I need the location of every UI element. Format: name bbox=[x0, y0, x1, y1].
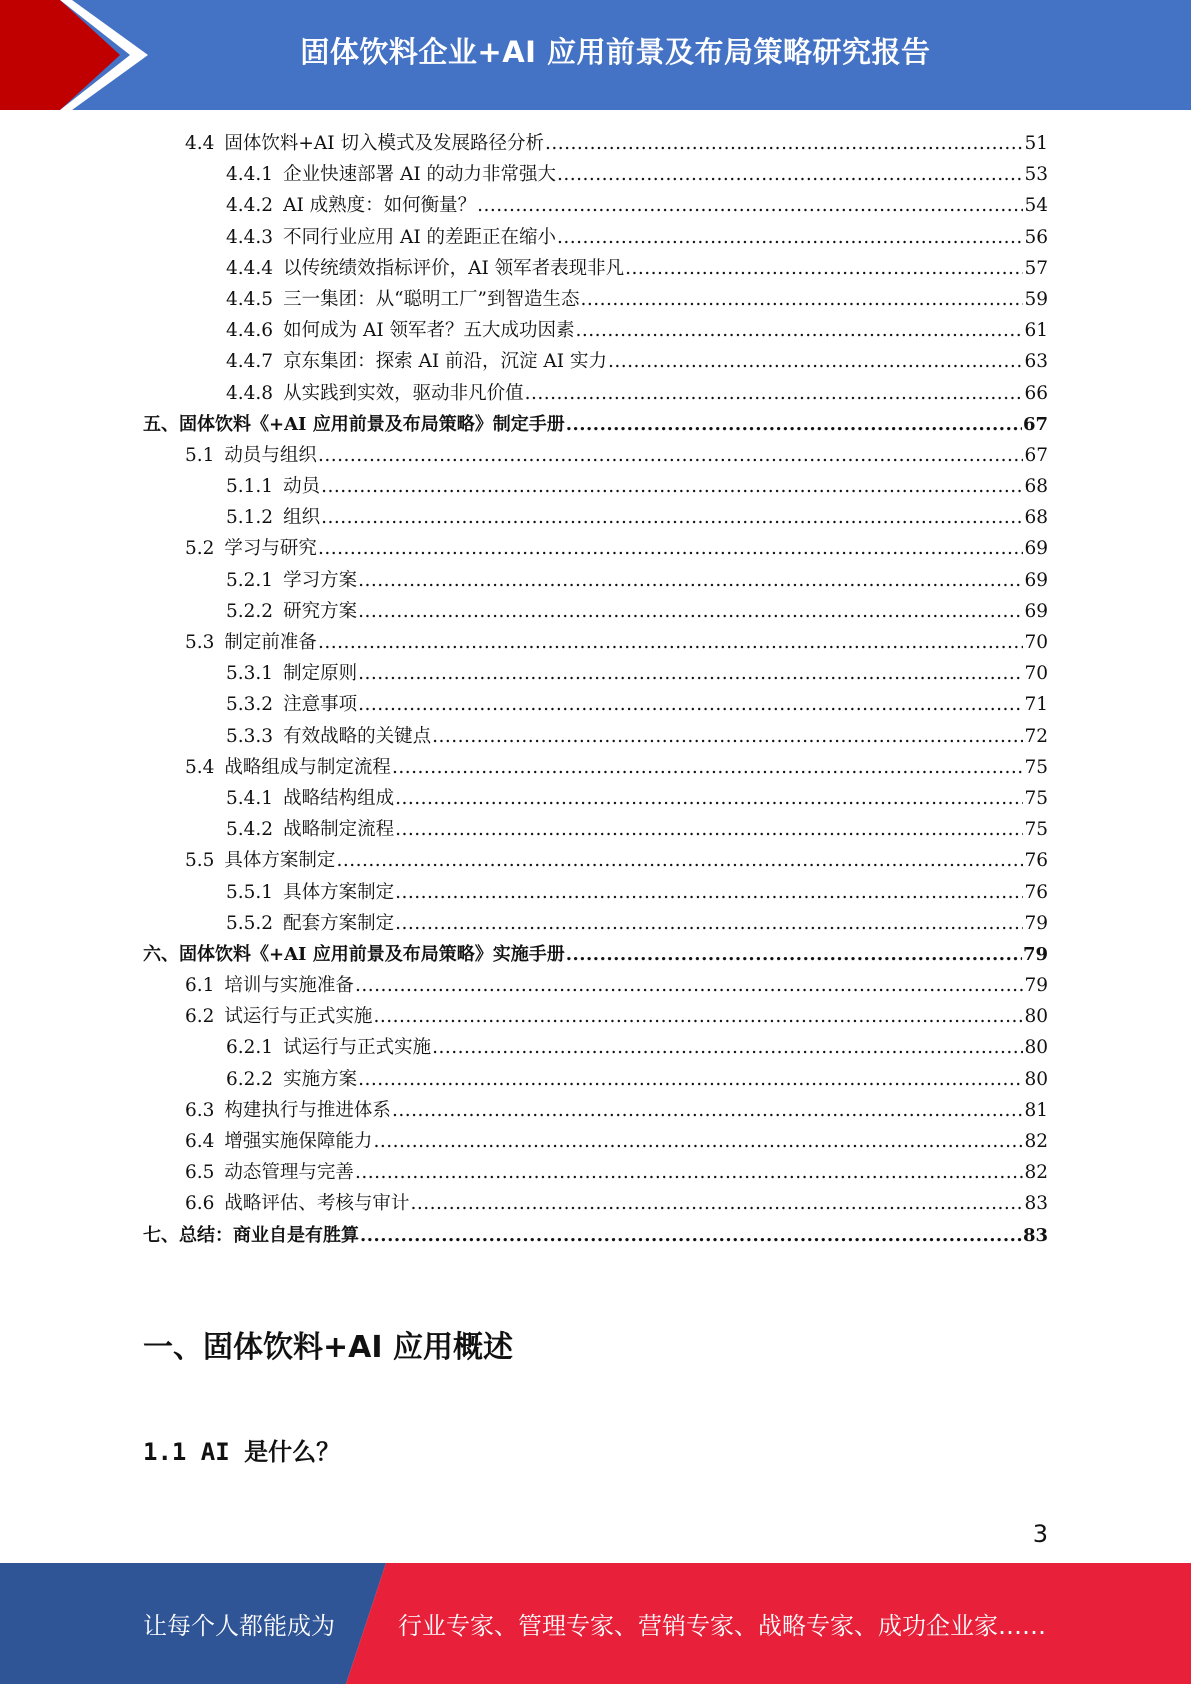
toc-entry[interactable] bbox=[143, 346, 1048, 377]
toc-dot-leader bbox=[432, 1032, 1023, 1063]
toc-entry-number: 5.4.2 bbox=[226, 819, 274, 841]
toc-entry-page: 70 bbox=[1024, 632, 1048, 653]
toc-dot-leader bbox=[395, 877, 1023, 908]
toc-entry-number: 5.3 bbox=[185, 632, 215, 653]
toc-entry-title: 组织 bbox=[283, 507, 321, 529]
toc-entry-title: 三一集团：从“聪明工厂”到智造生态 bbox=[283, 288, 580, 310]
toc-dot-leader bbox=[358, 658, 1023, 689]
toc-entry-page: 61 bbox=[1024, 320, 1048, 342]
toc-dot-leader bbox=[355, 1157, 1024, 1188]
toc-entry-number: 6.2.2 bbox=[226, 1068, 274, 1090]
toc-dot-leader bbox=[358, 596, 1023, 627]
toc-entry-title: 固体饮料+AI 切入模式及发展路径分析 bbox=[224, 133, 544, 154]
toc-entry-page: 59 bbox=[1024, 288, 1048, 310]
toc-entry-title: 如何成为 AI 领军者？五大成功因素 bbox=[283, 320, 575, 342]
toc-dot-leader bbox=[545, 128, 1023, 159]
toc-entry-number: 4.4.6 bbox=[226, 320, 274, 342]
toc-entry-title: AI 成熟度：如何衡量？ bbox=[283, 195, 477, 217]
toc-entry-page: 76 bbox=[1024, 850, 1048, 872]
toc-entry-number: 6.3 bbox=[185, 1099, 215, 1121]
toc-dot-leader bbox=[625, 253, 1023, 284]
toc-dot-leader bbox=[392, 1095, 1024, 1126]
toc-dot-leader bbox=[608, 346, 1024, 377]
toc-entry[interactable] bbox=[143, 284, 1048, 315]
toc-entry-title: 实施方案 bbox=[283, 1068, 358, 1090]
toc-entry[interactable] bbox=[143, 939, 1048, 970]
toc-entry-page: 68 bbox=[1024, 476, 1048, 498]
toc-entry[interactable] bbox=[143, 409, 1048, 440]
toc-entry-number: 4.4.1 bbox=[226, 164, 274, 186]
toc-entry-title: 制定前准备 bbox=[224, 632, 317, 653]
toc-dot-leader bbox=[321, 502, 1023, 533]
toc-entry-page: 69 bbox=[1024, 600, 1048, 622]
toc-entry-number: 5.2 bbox=[185, 538, 215, 560]
toc-dot-leader bbox=[477, 190, 1023, 221]
toc-entry-page: 56 bbox=[1024, 226, 1048, 248]
toc-dot-leader bbox=[566, 939, 1022, 970]
toc-entry-number: 5.3.3 bbox=[226, 725, 274, 747]
toc-entry-number: 4.4.5 bbox=[226, 288, 274, 310]
toc-entry-number: 6.2 bbox=[185, 1006, 215, 1028]
toc-entry-title: 注意事项 bbox=[283, 694, 358, 716]
toc-entry-number: 4.4.2 bbox=[226, 195, 274, 217]
toc-entry-page: 79 bbox=[1024, 912, 1048, 934]
toc-dot-leader bbox=[321, 471, 1023, 502]
toc-dot-leader bbox=[557, 222, 1023, 253]
toc-dot-leader bbox=[358, 565, 1023, 596]
toc-entry[interactable] bbox=[143, 1157, 1048, 1188]
toc-entry-number: 4.4.4 bbox=[226, 257, 274, 279]
toc-entry[interactable] bbox=[143, 440, 1048, 471]
toc-entry-page: 75 bbox=[1024, 819, 1048, 841]
toc-entry[interactable] bbox=[143, 1001, 1048, 1032]
footer-slogan-right: 行业专家、管理专家、营销专家、战略专家、成功企业家…… bbox=[398, 1612, 1046, 1640]
toc-entry-page: 69 bbox=[1024, 569, 1048, 591]
toc-entry[interactable] bbox=[143, 159, 1048, 190]
toc-entry-page: 75 bbox=[1024, 787, 1048, 809]
table-of-contents bbox=[143, 128, 1048, 1251]
toc-dot-leader bbox=[318, 440, 1024, 471]
toc-entry-page: 71 bbox=[1024, 694, 1048, 716]
toc-entry-page: 80 bbox=[1024, 1037, 1048, 1059]
toc-dot-leader bbox=[395, 814, 1023, 845]
toc-entry-title: 有效战略的关键点 bbox=[283, 725, 432, 747]
toc-entry[interactable] bbox=[143, 565, 1048, 596]
toc-entry[interactable] bbox=[143, 596, 1048, 627]
page-header bbox=[0, 0, 1191, 110]
toc-entry-page: 67 bbox=[1024, 444, 1048, 466]
toc-entry-title: 配套方案制定 bbox=[283, 912, 395, 934]
toc-entry-number: 5.2.1 bbox=[226, 569, 274, 591]
toc-entry-number: 5.1 bbox=[185, 444, 215, 466]
toc-entry-page: 80 bbox=[1024, 1068, 1048, 1090]
toc-entry-number: 6.1 bbox=[185, 975, 215, 997]
toc-dot-leader bbox=[336, 845, 1023, 876]
toc-entry[interactable] bbox=[143, 689, 1048, 720]
toc-entry-page: 72 bbox=[1024, 725, 1048, 747]
toc-entry-number: 4.4.3 bbox=[226, 226, 274, 248]
toc-entry-title: 试运行与正式实施 bbox=[283, 1037, 432, 1059]
toc-entry-page: 81 bbox=[1024, 1099, 1048, 1121]
toc-dot-leader bbox=[432, 721, 1023, 752]
toc-entry-title: 从实践到实效，驱动非凡价值 bbox=[283, 382, 524, 404]
toc-entry-page: 80 bbox=[1024, 1006, 1048, 1028]
report-title: 固体饮料企业+AI 应用前景及布局策略研究报告 bbox=[300, 34, 931, 69]
toc-entry-title: 企业快速部署 AI 的动力非常强大 bbox=[283, 164, 557, 186]
toc-entry[interactable] bbox=[143, 190, 1048, 221]
toc-dot-leader bbox=[318, 533, 1024, 564]
toc-entry-page: 70 bbox=[1024, 663, 1048, 685]
toc-entry[interactable] bbox=[143, 128, 1048, 159]
toc-dot-leader bbox=[358, 1064, 1023, 1095]
toc-entry-number: 6.4 bbox=[185, 1131, 215, 1152]
toc-entry[interactable] bbox=[143, 1032, 1048, 1063]
toc-entry[interactable] bbox=[143, 721, 1048, 752]
toc-entry-title: 学习方案 bbox=[283, 569, 358, 591]
toc-entry-title: 学习与研究 bbox=[224, 538, 317, 560]
toc-entry[interactable] bbox=[143, 908, 1048, 939]
toc-dot-leader bbox=[395, 908, 1023, 939]
toc-entry[interactable] bbox=[143, 471, 1048, 502]
toc-entry[interactable] bbox=[143, 752, 1048, 783]
toc-dot-leader bbox=[358, 689, 1023, 720]
toc-entry-page: 53 bbox=[1024, 164, 1048, 186]
toc-entry[interactable] bbox=[143, 877, 1048, 908]
toc-entry-page: 63 bbox=[1024, 351, 1048, 373]
toc-entry-title: 七、总结：商业自是有胜算 bbox=[143, 1224, 359, 1246]
red-chevron-icon bbox=[0, 0, 150, 110]
toc-entry-number: 5.1.1 bbox=[226, 476, 274, 498]
toc-entry[interactable] bbox=[143, 845, 1048, 876]
toc-dot-leader bbox=[581, 284, 1024, 315]
toc-entry-title: 六、固体饮料《+AI 应用前景及布局策略》实施手册 bbox=[143, 943, 565, 965]
toc-entry-title: 增强实施保障能力 bbox=[224, 1131, 373, 1152]
toc-entry-number: 5.3.2 bbox=[226, 694, 274, 716]
toc-entry-number: 5.5.1 bbox=[226, 881, 274, 903]
toc-entry[interactable] bbox=[143, 1095, 1048, 1126]
toc-entry-title: 战略组成与制定流程 bbox=[224, 756, 391, 778]
toc-entry-number: 5.3.1 bbox=[226, 663, 274, 685]
toc-entry-number: 5.4 bbox=[185, 756, 215, 778]
toc-dot-leader bbox=[360, 1220, 1022, 1251]
toc-entry-page: 79 bbox=[1024, 975, 1048, 997]
toc-entry-page: 51 bbox=[1024, 133, 1048, 154]
page-footer bbox=[0, 1563, 1191, 1684]
toc-entry-title: 动员与组织 bbox=[224, 444, 317, 466]
footer-slogan-left: 让每个人都能成为 bbox=[143, 1612, 335, 1640]
toc-dot-leader bbox=[576, 315, 1024, 346]
toc-entry[interactable] bbox=[143, 533, 1048, 564]
toc-entry-page: 82 bbox=[1024, 1131, 1048, 1152]
toc-dot-leader bbox=[395, 783, 1023, 814]
toc-entry-page: 57 bbox=[1024, 257, 1048, 279]
toc-entry-page: 83 bbox=[1022, 1224, 1048, 1246]
toc-entry[interactable] bbox=[143, 222, 1048, 253]
toc-dot-leader bbox=[525, 378, 1024, 409]
toc-entry-page: 69 bbox=[1024, 538, 1048, 560]
toc-entry-title: 试运行与正式实施 bbox=[224, 1006, 373, 1028]
toc-entry-number: 4.4 bbox=[185, 133, 215, 154]
toc-entry[interactable] bbox=[143, 783, 1048, 814]
toc-entry-number: 5.5 bbox=[185, 850, 215, 872]
toc-entry[interactable] bbox=[143, 1188, 1048, 1219]
toc-dot-leader bbox=[355, 970, 1024, 1001]
toc-dot-leader bbox=[566, 409, 1022, 440]
toc-entry[interactable] bbox=[143, 1064, 1048, 1095]
toc-entry-title: 研究方案 bbox=[283, 600, 358, 622]
toc-entry[interactable] bbox=[143, 253, 1048, 284]
toc-entry-title: 培训与实施准备 bbox=[224, 975, 354, 997]
toc-entry-number: 6.6 bbox=[185, 1193, 215, 1215]
toc-entry-number: 5.4.1 bbox=[226, 787, 274, 809]
toc-entry[interactable] bbox=[143, 814, 1048, 845]
toc-dot-leader bbox=[392, 752, 1024, 783]
toc-entry-page: 75 bbox=[1024, 756, 1048, 778]
toc-entry-title: 不同行业应用 AI 的差距正在缩小 bbox=[283, 226, 557, 248]
toc-entry-title: 京东集团：探索 AI 前沿，沉淀 AI 实力 bbox=[283, 351, 607, 373]
section-heading: 一、固体饮料+AI 应用概述 bbox=[143, 1330, 513, 1365]
toc-entry[interactable] bbox=[143, 1126, 1048, 1157]
toc-dot-leader bbox=[557, 159, 1023, 190]
toc-entry-page: 76 bbox=[1024, 881, 1048, 903]
toc-entry-title: 以传统绩效指标评价，AI 领军者表现非凡 bbox=[283, 257, 625, 279]
toc-entry-title: 制定原则 bbox=[283, 663, 358, 685]
toc-entry-number: 5.2.2 bbox=[226, 600, 274, 622]
toc-entry-page: 68 bbox=[1024, 507, 1048, 529]
toc-entry-title: 构建执行与推进体系 bbox=[224, 1099, 391, 1121]
toc-dot-leader bbox=[373, 1126, 1023, 1157]
subsection-heading: 1.1 AI 是什么？ bbox=[143, 1438, 341, 1466]
toc-entry-number: 4.4.7 bbox=[226, 351, 274, 373]
toc-entry-title: 动态管理与完善 bbox=[224, 1162, 354, 1184]
toc-entry-title: 具体方案制定 bbox=[283, 881, 395, 903]
toc-entry-title: 战略结构组成 bbox=[283, 787, 395, 809]
page-number: 3 bbox=[1032, 1520, 1048, 1548]
toc-entry[interactable] bbox=[143, 658, 1048, 689]
toc-entry-title: 战略制定流程 bbox=[283, 819, 395, 841]
toc-entry-title: 五、固体饮料《+AI 应用前景及布局策略》制定手册 bbox=[143, 413, 565, 435]
toc-entry-number: 5.1.2 bbox=[226, 507, 274, 529]
toc-entry-page: 67 bbox=[1022, 413, 1048, 435]
toc-entry-title: 具体方案制定 bbox=[224, 850, 336, 872]
toc-entry-page: 79 bbox=[1022, 943, 1048, 965]
toc-entry[interactable] bbox=[143, 378, 1048, 409]
toc-entry-page: 83 bbox=[1024, 1193, 1048, 1215]
toc-entry-number: 5.5.2 bbox=[226, 912, 274, 934]
toc-entry[interactable] bbox=[143, 1220, 1048, 1251]
toc-dot-leader bbox=[373, 1001, 1023, 1032]
toc-entry-number: 4.4.8 bbox=[226, 382, 274, 404]
toc-entry-title: 动员 bbox=[283, 476, 321, 498]
toc-entry-title: 战略评估、考核与审计 bbox=[224, 1193, 410, 1215]
toc-entry[interactable] bbox=[143, 970, 1048, 1001]
toc-dot-leader bbox=[410, 1188, 1023, 1219]
toc-entry-page: 54 bbox=[1024, 195, 1048, 217]
toc-entry-number: 6.5 bbox=[185, 1162, 215, 1184]
toc-entry-page: 82 bbox=[1024, 1162, 1048, 1184]
toc-entry[interactable] bbox=[143, 315, 1048, 346]
toc-dot-leader bbox=[318, 627, 1024, 658]
toc-entry[interactable] bbox=[143, 627, 1048, 658]
toc-entry-page: 66 bbox=[1024, 382, 1048, 404]
toc-entry[interactable] bbox=[143, 502, 1048, 533]
toc-entry-number: 6.2.1 bbox=[226, 1037, 274, 1059]
